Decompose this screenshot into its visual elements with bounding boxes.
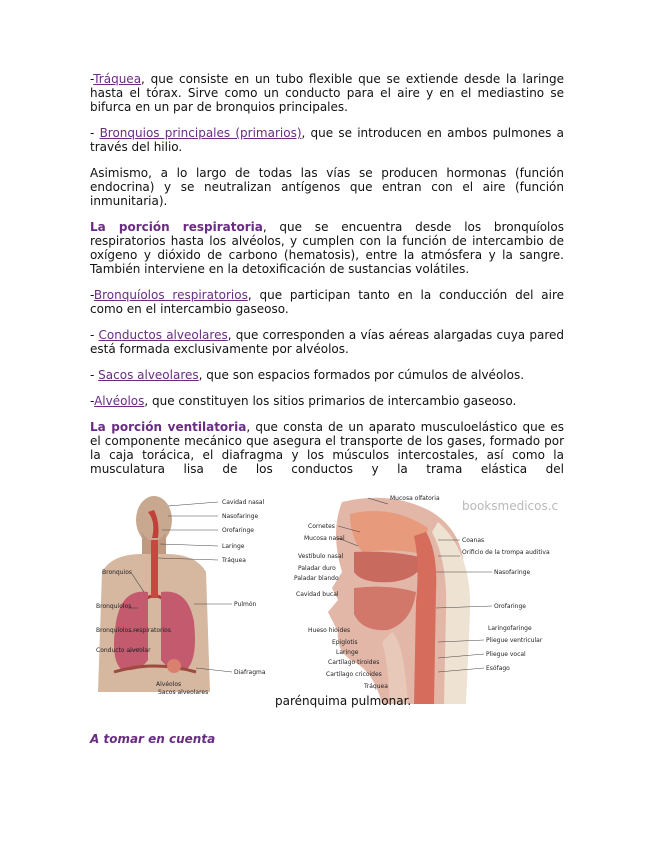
label-vocal-fold: Pliegue vocal [486, 651, 526, 658]
label-lung: Pulmón [234, 601, 257, 608]
paragraph-ventilatory-portion: La porción ventilatoria, que consta de un aparato musculoelástico que es el componente mecánico que asegura el transporte de los gases, formado por la caja torácica, el diafragma y los músculos intercostales, así como la musculatura lisa de los conductos y la trama elástica del [90, 420, 564, 476]
label-oropharynx-right: Orofaringe [494, 603, 526, 610]
heading-ventilatory-portion: La porción ventilatoria [90, 420, 247, 434]
paragraph-respiratory-portion: La porción respiratoria, que se encuentra desde los bronquíolos respiratorios hasta los alvéolos, y cumplen con la función de intercambio de oxígeno y dióxido de carbono (hematosis), entre la atmósfera y la sangre. También interviene en la detoxificación de sustancias volátiles. [90, 220, 564, 276]
label-conchae: Cornetes [308, 523, 335, 530]
label-ventricular-fold: Pliegue ventricular [486, 637, 543, 644]
label-alveolar-duct: Conducto alveolar [96, 647, 151, 654]
label-trachea: Tráquea [222, 557, 246, 564]
link-alveoli[interactable]: Alvéolos [94, 394, 145, 408]
paragraph-hormones: Asimismo, a lo largo de todas las vías se producen hormonas (función endocrina) y se neutralizan antígenos que entran con el aire (función inmunitaria). [90, 166, 564, 208]
figure-caption: parénquima pulmonar. [275, 694, 412, 708]
label-alveolar-sacs: Sacos alveolares [158, 689, 209, 696]
watermark: booksmedicos.c [462, 499, 559, 513]
label-respiratory-bronchioles: Bronquíolos respiratorios [96, 627, 171, 634]
label-oropharynx: Orofaringe [222, 527, 254, 534]
label-hyoid: Hueso hioides [308, 627, 351, 634]
label-epiglottis: Epiglotis [332, 639, 358, 646]
label-nasal-vestibule: Vestíbulo nasal [298, 553, 344, 560]
label-bronchiole: Bronquíolos [96, 603, 132, 610]
paragraph-trachea: -Tráquea, que consiste en un tubo flexible que se extiende desde la laringe hasta el tórax. Sirve como un conducto para el aire y en el mediastino se bifurca en un par de bronquios principales. [90, 72, 564, 114]
section-subtitle: A tomar en cuenta [90, 732, 216, 746]
torso-illustration [98, 496, 210, 692]
link-trachea[interactable]: Tráquea [93, 72, 142, 86]
label-alveoli: Alvéolos [156, 681, 182, 688]
label-trachea-right: Tráquea [364, 683, 388, 690]
paragraph-bronchioles: -Bronquíolos respiratorios, que participan tanto en la conducción del aire como en el intercambio gaseoso. [90, 288, 564, 316]
label-nasopharynx-right: Nasofaringe [494, 569, 531, 576]
label-esophagus: Esófago [486, 665, 510, 672]
label-choanae: Coanas [462, 537, 485, 544]
label-larynx: Laringe [222, 543, 245, 550]
body-text [90, 72, 564, 488]
paragraph-alveolar-sacs: - Sacos alveolares, que son espacios formados por cúmulos de alvéolos. [90, 368, 525, 382]
label-nasopharynx: Nasofaringe [222, 513, 259, 520]
label-laryngopharynx: Laringofaringe [488, 625, 532, 632]
heading-respiratory-portion: La porción respiratoria [90, 220, 263, 234]
link-bronchioles[interactable]: Bronquíolos respiratorios [93, 288, 248, 302]
paragraph-bronchi: - Bronquios principales (primarios), que se introducen en ambos pulmones a través del hilio. [90, 126, 564, 154]
anatomy-illustration [92, 492, 566, 704]
label-auditory-tube: Orificio de la trompa auditiva [462, 549, 550, 556]
label-diaphragm: Diafragma [234, 669, 266, 676]
label-cricoid-cartilage: Cartílago cricoides [326, 671, 382, 678]
respiratory-system-figure [92, 492, 566, 704]
label-nasal-mucosa: Mucosa nasal [304, 535, 345, 542]
label-thyroid-cartilage: Cartílago tiroides [328, 659, 380, 666]
link-bronchi[interactable]: Bronquios principales (primarios) [99, 126, 302, 140]
label-nasal-cavity: Cavidad nasal [222, 499, 265, 506]
paragraph-alveoli: -Alvéolos, que constituyen los sitios primarios de intercambio gaseoso. [90, 394, 517, 408]
paragraph-alveolar-ducts: - Conductos alveolares, que corresponden a vías aéreas alargadas cuya pared está formada exclusivamente por alvéolos. [90, 328, 564, 356]
label-hard-palate: Paladar duro [298, 565, 336, 572]
link-alveolar-sacs[interactable]: Sacos alveolares [98, 368, 199, 382]
link-alveolar-ducts[interactable]: Conductos alveolares [98, 328, 228, 342]
label-bronchus: Bronquios [102, 569, 132, 576]
label-oral-cavity: Cavidad bucal [296, 591, 339, 598]
label-olfactory-mucosa: Mucosa olfatoria [390, 495, 440, 502]
label-soft-palate: Paladar blando [294, 575, 339, 582]
label-larynx-right: Laringe [336, 649, 359, 656]
